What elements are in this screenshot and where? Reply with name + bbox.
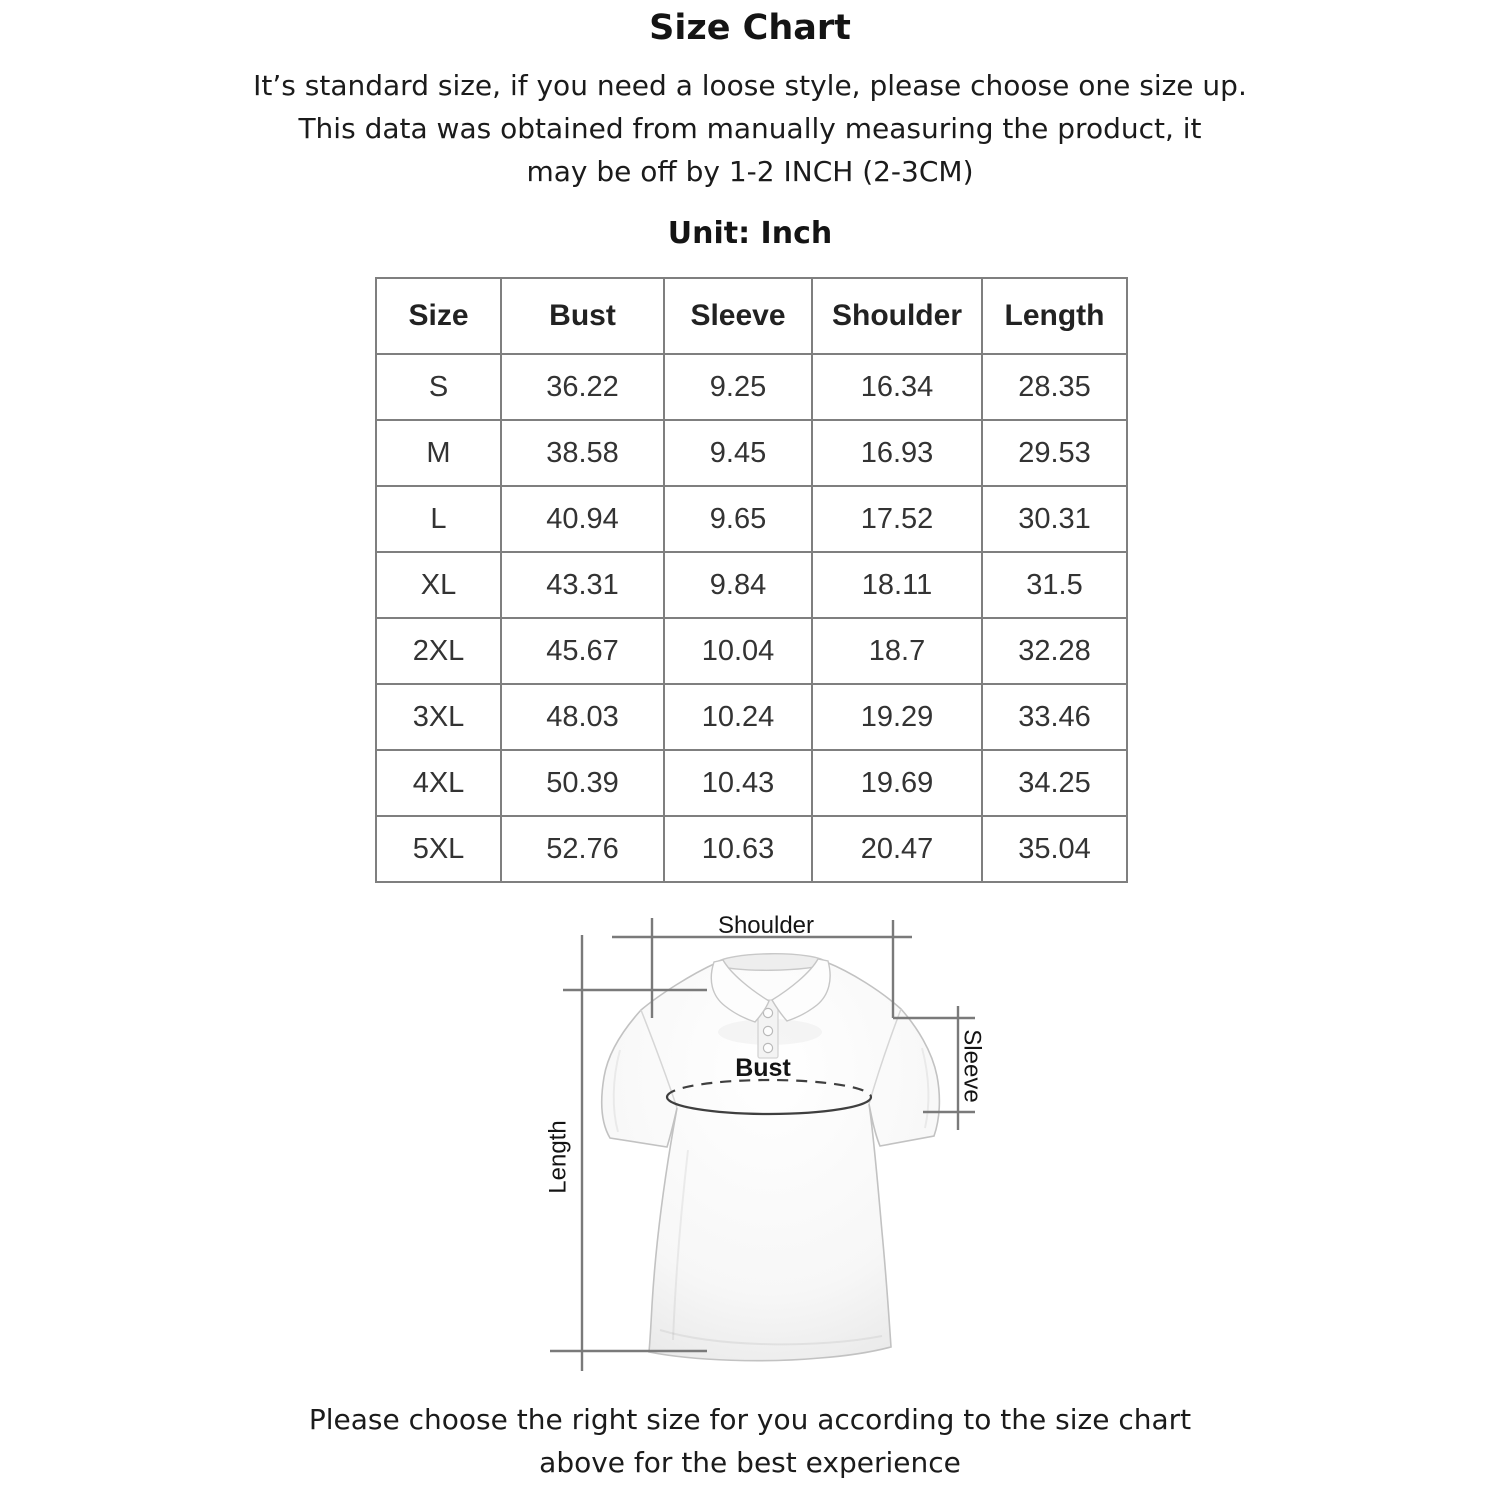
measurement-cell: 33.46 (982, 684, 1127, 750)
length-label: Length (544, 1120, 572, 1194)
description-line: may be off by 1-2 INCH (2-3CM) (526, 155, 974, 188)
table-row (376, 684, 1127, 750)
measurement-cell: 50.39 (501, 750, 664, 816)
footer-note (0, 1398, 1500, 1484)
size-cell: 5XL (376, 816, 501, 882)
measurement-cell: 52.76 (501, 816, 664, 882)
measurement-cell: 35.04 (982, 816, 1127, 882)
measurement-cell: 38.58 (501, 420, 664, 486)
description-line: It’s standard size, if you need a loose style, please choose one size up. (253, 69, 1247, 102)
measurement-cell: 34.25 (982, 750, 1127, 816)
measurement-cell: 32.28 (982, 618, 1127, 684)
measurement-cell: 31.5 (982, 552, 1127, 618)
size-table-header-row (376, 278, 1127, 354)
table-row (376, 420, 1127, 486)
column-header: Bust (501, 278, 664, 354)
measurement-cell: 20.47 (812, 816, 982, 882)
page-title: Size Chart (649, 8, 851, 48)
size-cell: XL (376, 552, 501, 618)
measurement-cell: 9.65 (664, 486, 812, 552)
measurement-cell: 30.31 (982, 486, 1127, 552)
measurement-cell: 10.24 (664, 684, 812, 750)
shirt-measurement-diagram (520, 900, 1050, 1400)
column-header: Shoulder (812, 278, 982, 354)
table-row (376, 618, 1127, 684)
measurement-cell: 10.63 (664, 816, 812, 882)
column-header: Size (376, 278, 501, 354)
size-cell: 2XL (376, 618, 501, 684)
measurement-cell: 28.35 (982, 354, 1127, 420)
bust-label: Bust (735, 1054, 791, 1082)
column-header: Length (982, 278, 1127, 354)
measurement-cell: 36.22 (501, 354, 664, 420)
size-cell: M (376, 420, 501, 486)
button (763, 1043, 772, 1052)
size-cell: L (376, 486, 501, 552)
size-cell: 3XL (376, 684, 501, 750)
measurement-cell: 16.93 (812, 420, 982, 486)
table-row (376, 552, 1127, 618)
description (0, 64, 1500, 193)
measurement-cell: 40.94 (501, 486, 664, 552)
table-row (376, 486, 1127, 552)
unit-label: Unit: Inch (667, 216, 833, 251)
measurement-cell: 16.34 (812, 354, 982, 420)
measurement-cell: 18.7 (812, 618, 982, 684)
size-table-body (376, 354, 1127, 882)
measurement-cell: 19.69 (812, 750, 982, 816)
table-row (376, 750, 1127, 816)
measurement-cell: 9.84 (664, 552, 812, 618)
column-header: Sleeve (664, 278, 812, 354)
table-row (376, 354, 1127, 420)
measurement-cell: 10.04 (664, 618, 812, 684)
description-line: This data was obtained from manually measuring the product, it (298, 112, 1202, 145)
footer-line: above for the best experience (539, 1446, 961, 1479)
table-row (376, 816, 1127, 882)
measurement-cell: 19.29 (812, 684, 982, 750)
sleeve-label: Sleeve (958, 1029, 986, 1103)
size-cell: 4XL (376, 750, 501, 816)
measurement-cell: 29.53 (982, 420, 1127, 486)
size-table (375, 277, 1128, 883)
shoulder-label: Shoulder (717, 912, 815, 939)
size-cell: S (376, 354, 501, 420)
measurement-cell: 48.03 (501, 684, 664, 750)
measurement-cell: 9.45 (664, 420, 812, 486)
measurement-cell: 17.52 (812, 486, 982, 552)
measurement-cell: 18.11 (812, 552, 982, 618)
button (763, 1026, 772, 1035)
measurement-cell: 43.31 (501, 552, 664, 618)
measurement-cell: 10.43 (664, 750, 812, 816)
footer-line: Please choose the right size for you according to the size chart (308, 1403, 1192, 1436)
measurement-cell: 9.25 (664, 354, 812, 420)
measurement-cell: 45.67 (501, 618, 664, 684)
